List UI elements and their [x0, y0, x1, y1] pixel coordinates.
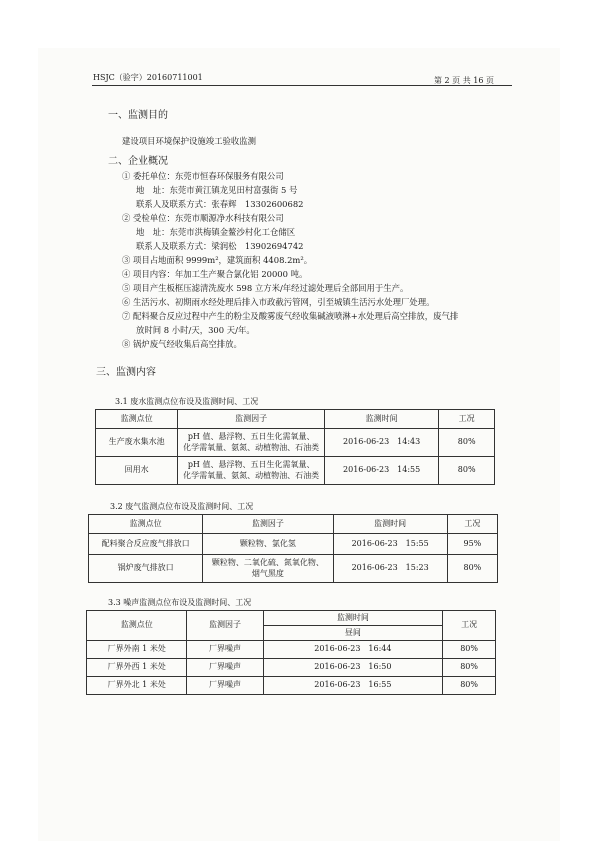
time-cell: 2016-06-23 15:23	[333, 555, 447, 583]
table-3-1-caption: 3.1 废水监测点位布设及监测时间、工况	[115, 397, 259, 406]
point-cell: 厂界外西 1 米处	[87, 659, 187, 677]
table-row	[96, 429, 495, 457]
condition-cell: 80%	[439, 457, 495, 485]
factor-cell	[178, 429, 325, 457]
factor-cell: 厂界噪声	[187, 677, 263, 695]
document-number: HSJC（验字）20160711001	[93, 73, 203, 82]
factor-cell	[203, 555, 333, 583]
page-number: 第 2 页 共 16 页	[434, 76, 494, 85]
col-header: 监测因子	[203, 515, 333, 534]
exhaust-gas-table	[88, 514, 498, 583]
time-cell: 2016-06-23 16:50	[263, 659, 443, 677]
time-cell: 2016-06-23 15:55	[333, 534, 447, 555]
company-line: ③ 项目占地面积 9999m²，建筑面积 4408.2m²。	[122, 255, 313, 265]
col-subheader-daytime: 昼间	[263, 626, 443, 641]
company-line: ② 受检单位：东莞市顺源净水科技有限公司	[122, 213, 284, 223]
table-3-3-caption: 3.3 噪声监测点位布设及监测时间、工况	[108, 598, 252, 607]
header-divider	[92, 85, 512, 86]
factor-cell: 厂界噪声	[187, 659, 263, 677]
time-cell: 2016-06-23 16:55	[263, 677, 443, 695]
time-cell: 2016-06-23 16:44	[263, 641, 443, 659]
table-row	[87, 641, 496, 659]
table-row	[89, 555, 498, 583]
factor-line: 颗粒物、二氧化硫、氮氧化物、	[211, 558, 324, 567]
point-cell: 配料聚合反应废气排放口	[89, 534, 203, 555]
company-line: ① 委托单位：东莞市恒春环保服务有限公司	[122, 171, 284, 181]
col-header: 工况	[447, 515, 497, 534]
factor-line: 烟气黑度	[251, 568, 284, 578]
col-header: 监测时间	[333, 515, 447, 534]
col-header: 监测因子	[178, 410, 325, 429]
condition-cell: 80%	[447, 555, 497, 583]
table-3-2-caption: 3.2 废气监测点位布设及监测时间、工况	[110, 502, 254, 511]
table-row	[96, 457, 495, 485]
col-header: 工况	[443, 611, 496, 641]
wastewater-table	[95, 409, 495, 485]
point-cell: 生产废水集水池	[96, 429, 178, 457]
time-cell: 2016-06-23 14:43	[324, 429, 438, 457]
col-header: 监测时间	[263, 611, 443, 626]
table-row	[87, 659, 496, 677]
col-header: 监测点位	[96, 410, 178, 429]
point-cell: 锅炉废气排放口	[89, 555, 203, 583]
noise-table	[86, 610, 496, 695]
company-line: 联系人及联系方式：梁润松 13902694742	[136, 241, 304, 251]
col-header: 监测点位	[89, 515, 203, 534]
col-header: 监测点位	[87, 611, 187, 641]
company-line: ⑥ 生活污水、初期雨水经处理后排入市政截污管网，引至城镇生活污水处理厂处理。	[122, 297, 435, 307]
table-row	[87, 677, 496, 695]
condition-cell: 95%	[447, 534, 497, 555]
condition-cell: 80%	[439, 429, 495, 457]
factor-line: pH 值、悬浮物、五日生化需氧量、	[187, 460, 315, 469]
section-3-title: 三、监测内容	[96, 367, 156, 378]
condition-cell: 80%	[443, 659, 496, 677]
company-line: 地 址：东莞市黄江镇龙见田村富强街 5 号	[136, 185, 298, 195]
col-header: 监测因子	[187, 611, 263, 641]
factor-cell	[178, 457, 325, 485]
company-line: ⑧ 锅炉废气经收集后高空排放。	[122, 339, 242, 349]
company-line: ⑤ 项目产生板框压滤清洗废水 598 立方米/年经过滤处理后全部回用于生产。	[122, 283, 409, 293]
factor-line: pH 值、悬浮物、五日生化需氧量、	[187, 432, 315, 441]
col-header: 工况	[439, 410, 495, 429]
section-2-title: 二、企业概况	[108, 156, 168, 167]
col-header: 监测时间	[324, 410, 438, 429]
table-row	[89, 534, 498, 555]
company-line: ④ 项目内容：年加工生产聚合氯化铝 20000 吨。	[122, 269, 308, 279]
section-1-body: 建设项目环境保护设施竣工验收监测	[122, 136, 256, 146]
point-cell: 回用水	[96, 457, 178, 485]
company-line: 地 址：东莞市洪梅镇金鳌沙村化工仓储区	[136, 227, 296, 237]
point-cell: 厂界外南 1 米处	[87, 641, 187, 659]
condition-cell: 80%	[443, 641, 496, 659]
condition-cell: 80%	[443, 677, 496, 695]
factor-cell: 颗粒物、氯化氢	[203, 534, 333, 555]
time-cell: 2016-06-23 14:55	[324, 457, 438, 485]
section-1-title: 一、监测目的	[108, 110, 168, 121]
factor-cell: 厂界噪声	[187, 641, 263, 659]
company-line: ⑦ 配料聚合反应过程中产生的粉尘及酸雾废气经收集碱液喷淋+水处理后高空排放，废气排	[122, 311, 459, 321]
factor-line: 化学需氧量、氨氮、动植物油、石油类	[183, 470, 320, 480]
company-line: 放时间 8 小时/天，300 天/年。	[136, 325, 255, 335]
factor-line: 化学需氧量、氨氮、动植物油、石油类	[183, 442, 320, 452]
company-line: 联系人及联系方式：张春辉 13302600682	[136, 199, 304, 209]
point-cell: 厂界外北 1 米处	[87, 677, 187, 695]
